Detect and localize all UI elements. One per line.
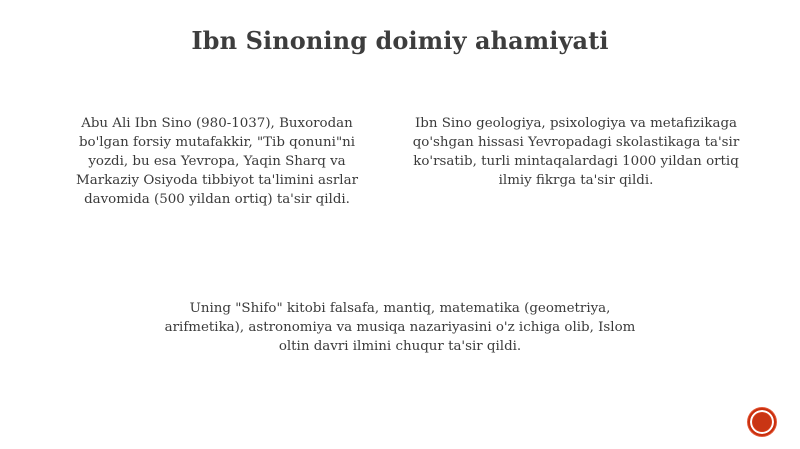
paragraph-left bbox=[52, 114, 382, 209]
paragraph-bottom-line: Uning "Shifo" kitobi falsafa, mantiq, matematika (geometriya, bbox=[189, 301, 611, 316]
paragraph-bottom bbox=[130, 299, 670, 356]
paragraph-left-line: yozdi, bu esa Yevropa, Yaqin Sharq va bbox=[88, 154, 346, 169]
paragraph-left-line: Abu Ali Ibn Sino (980-1037), Buxorodan bbox=[81, 116, 353, 131]
slide-title: Ibn Sinoning doimiy ahamiyati bbox=[191, 26, 609, 55]
paragraph-bottom-line: arifmetika), astronomiya va musiqa nazariyasini o'z ichiga olib, Islom bbox=[164, 320, 636, 335]
paragraph-right-line: Ibn Sino geologiya, psixologiya va metafizikaga bbox=[414, 116, 738, 131]
paragraph-right-line: ilmiy fikrga ta'sir qildi. bbox=[498, 173, 654, 188]
nav-button[interactable] bbox=[748, 408, 776, 436]
paragraph-left-line: davomida (500 yildan ortiq) ta'sir qildi. bbox=[84, 192, 350, 207]
circle-nav-icon bbox=[753, 413, 771, 431]
paragraph-right-line: qo'shgan hissasi Yevropadagi skolastikaga ta'sir bbox=[412, 135, 740, 150]
paragraph-left-line: bo'lgan forsiy mutafakkir, "Tib qonuni"ni bbox=[78, 135, 356, 150]
paragraph-right bbox=[395, 114, 757, 190]
paragraph-left-line: Markaziy Osiyoda tibbiyot ta'limini asrlar bbox=[76, 173, 358, 188]
paragraph-bottom-line: oltin davri ilmini chuqur ta'sir qildi. bbox=[278, 339, 522, 354]
paragraph-right-line: ko'rsatib, turli mintaqalardagi 1000 yildan ortiq bbox=[413, 154, 739, 169]
